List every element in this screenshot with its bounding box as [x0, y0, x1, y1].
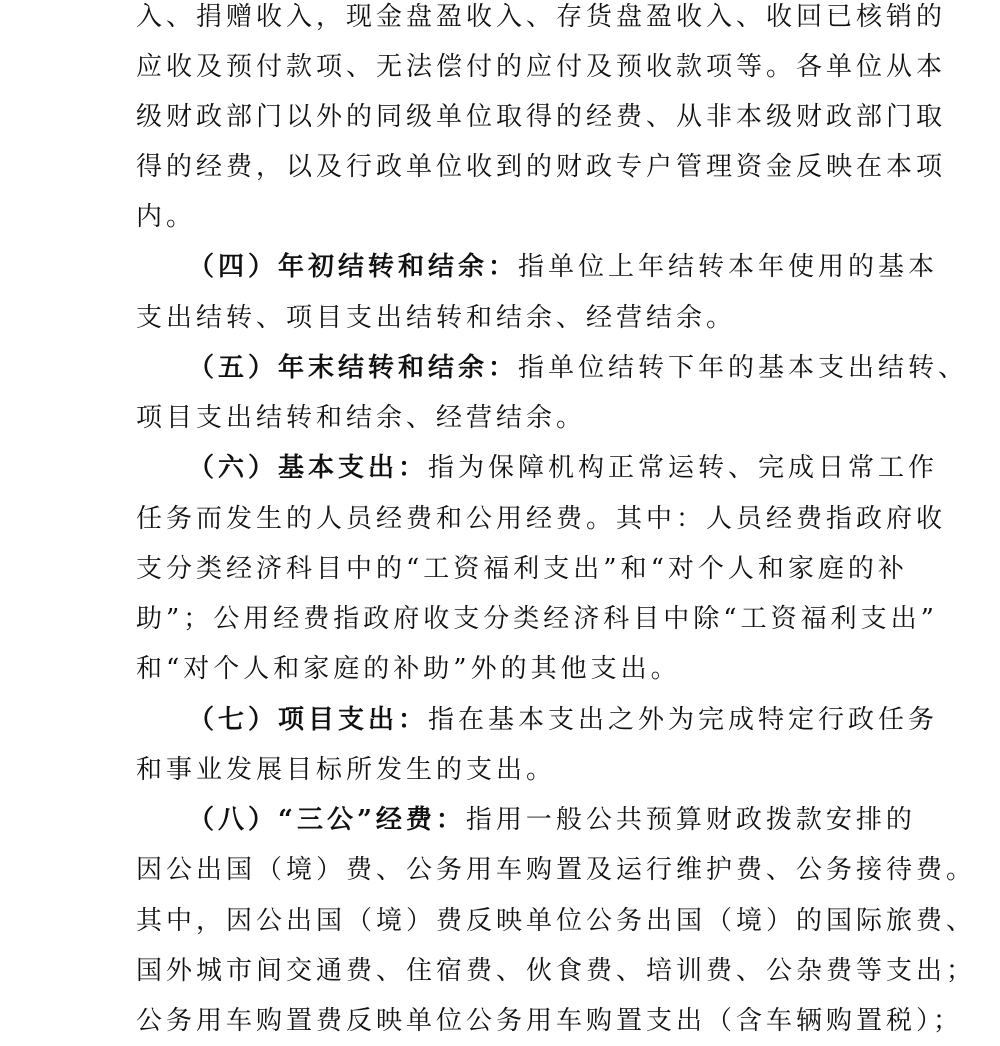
- line-text: 国外城市间交通费、住宿费、伙食费、培训费、公杂费等支出；: [136, 956, 977, 986]
- line-text: 公务用车购置费反映单位公务用车购置支出（含车辆购置税）；: [136, 1006, 964, 1036]
- line-text: 和事业发展目标所发生的支出。: [136, 755, 557, 785]
- text-line: [136, 0, 946, 42]
- line-text: 支出结转、项目支出结转和结余、经营结余。: [136, 303, 737, 333]
- text-line: [136, 996, 963, 1046]
- text-line: [136, 192, 196, 242]
- line-text: 因公出国（境）费、公务用车购置及运行维护费、公务接待费。: [136, 855, 977, 885]
- text-line: [136, 393, 586, 443]
- line-text: 指单位结转下年的基本支出结转、: [518, 353, 969, 383]
- text-line: [136, 544, 908, 594]
- section-heading-line: [188, 343, 968, 393]
- line-text: 得的经费，以及行政单位收到的财政专户管理资金反映在本项: [136, 152, 947, 182]
- line-text: 任务而发生的人员经费和公用经费。其中：人员经费指政府收: [136, 504, 947, 534]
- section-heading-line: [188, 795, 916, 845]
- section-term: （四）年初结转和结余：: [188, 252, 519, 282]
- section-heading-line: [188, 242, 938, 292]
- section-term: （六）基本支出：: [188, 453, 429, 483]
- text-line: [136, 845, 976, 895]
- section-term: （五）年末结转和结余：: [188, 353, 519, 383]
- text-line: [136, 644, 681, 694]
- text-line: [136, 946, 976, 996]
- section-term: （七）项目支出：: [188, 705, 429, 735]
- line-text: 内。: [136, 202, 197, 232]
- text-line: [136, 745, 556, 795]
- line-text: 项目支出结转和结余、经营结余。: [136, 403, 587, 433]
- text-line: [136, 142, 946, 192]
- text-line: [136, 293, 736, 343]
- text-line: [136, 92, 946, 142]
- text-line: [136, 42, 946, 92]
- text-line: [136, 594, 938, 644]
- line-text: 和“对个人和家庭的补助”外的其他支出。: [136, 654, 681, 684]
- line-text: 应收及预付款项、无法偿付的应付及预收款项等。各单位从本: [136, 52, 947, 82]
- section-term: （八）“三公”经费：: [188, 805, 466, 835]
- line-text: 支分类经济科目中的“工资福利支出”和“对个人和家庭的补: [136, 554, 908, 584]
- line-text: 指在基本支出之外为完成特定行政任务: [428, 705, 939, 735]
- line-text: 入、捐赠收入，现金盘盈收入、存货盘盈收入、收回已核销的: [136, 2, 947, 32]
- line-text: 级财政部门以外的同级单位取得的经费、从非本级财政部门取: [136, 102, 947, 132]
- section-heading-line: [188, 443, 938, 493]
- section-heading-line: [188, 695, 938, 745]
- line-text: 指单位上年结转本年使用的基本: [518, 252, 939, 282]
- line-text: 其中，因公出国（境）费反映单位公务出国（境）的国际旅费、: [136, 906, 977, 936]
- line-text: 指用一般公共预算财政拨款安排的: [465, 805, 916, 835]
- text-line: [136, 896, 976, 946]
- line-text: 指为保障机构正常运转、完成日常工作: [428, 453, 939, 483]
- line-text: 助”；公用经费指政府收支分类经济科目中除“工资福利支出”: [136, 604, 938, 634]
- text-line: [136, 494, 946, 544]
